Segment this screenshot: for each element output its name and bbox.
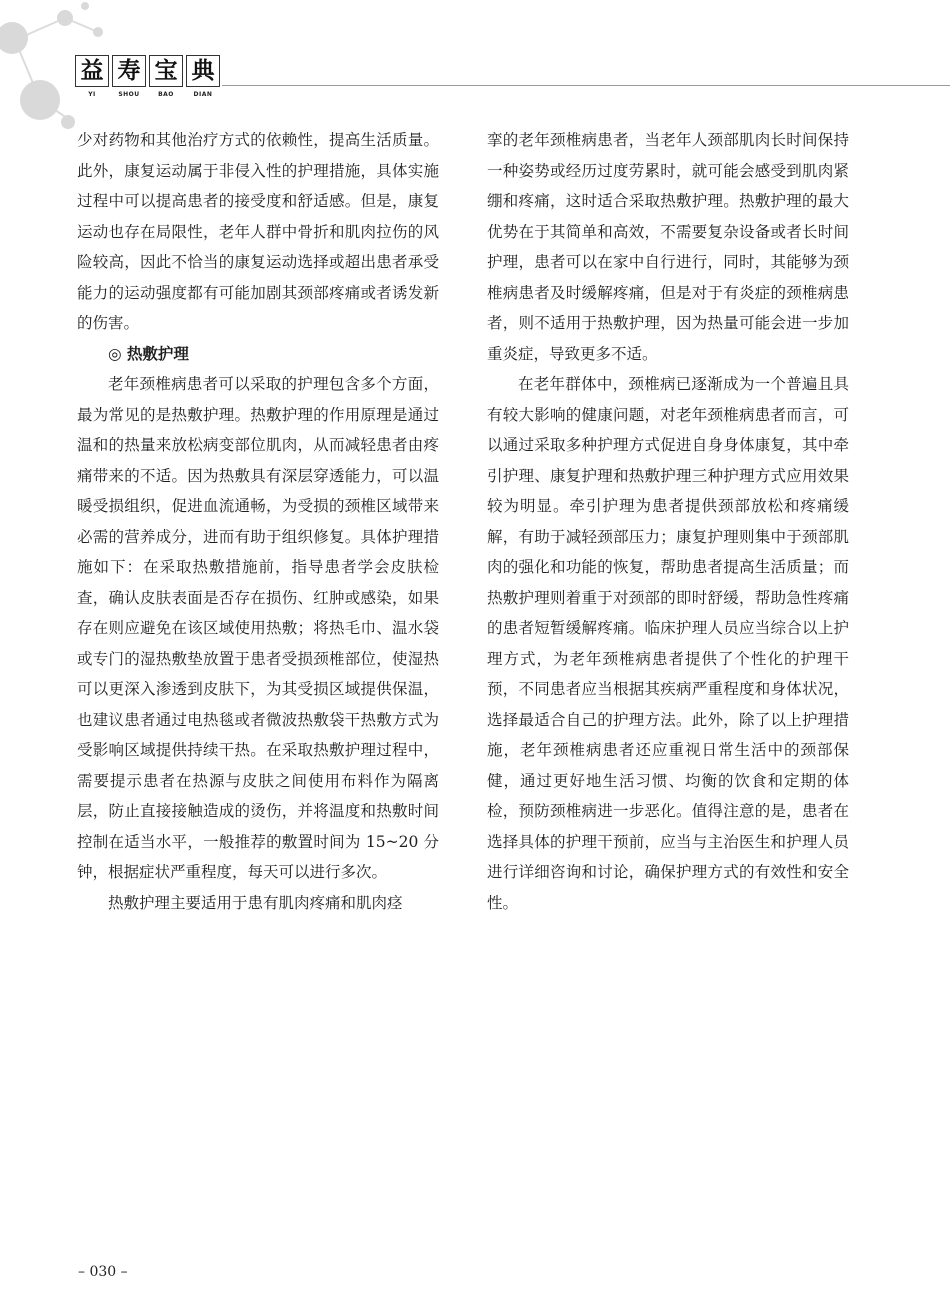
right-column (487, 125, 849, 918)
body-paragraph: 挛的老年颈椎病患者，当老年人颈部肌肉长时间保持一种姿势或经历过度劳累时，就可能会感受到肌肉紧绷和疼痛，这时适合采取热敷护理。热敷护理的最大优势在于其简单和高效，不需要复杂设备或者长时间护理，患者可以在家中自行进行，同时，其能够为颈椎病患者及时缓解疼痛，但是对于有炎症的颈椎病患者，则不适用于热敷护理，因为热量可能会进一步加重炎症，导致更多不适。 (487, 131, 849, 363)
title-char: 寿 (112, 55, 146, 87)
pinyin-label: DIAN (193, 91, 213, 98)
title-char: 典 (186, 55, 220, 87)
body-paragraph: 少对药物和其他治疗方式的依赖性，提高生活质量。此外，康复运动属于非侵入性的护理措施，具体实施过程中可以提高患者的接受度和舒适感。但是，康复运动也存在局限性，老年人群中骨折和肌肉拉伤的风险较高，因此不恰当的康复运动选择或超出患者承受能力的运动强度都有可能加剧其颈部疼痛或者诱发新的伤害。 (77, 131, 439, 332)
header-rule (222, 85, 950, 86)
title-char: 宝 (149, 55, 183, 87)
body-paragraph: 在老年群体中，颈椎病已逐渐成为一个普遍且具有较大影响的健康问题，对老年颈椎病患者而言，可以通过采取多种护理方式促进自身身体康复，其中牵引护理、康复护理和热敷护理三种护理方式应用效果较为明显。牵引护理为患者提供颈部放松和疼痛缓解，有助于减轻颈部压力；康复护理则集中于颈部肌肉的强化和功能的恢复，帮助患者提高生活质量；而热敷护理则着重于对颈部的即时舒缓，帮助急性疼痛的患者短暂缓解疼痛。临床护理人员应当综合以上护理方式，为老年颈椎病患者提供了个性化的护理干预，不同患者应当根据其疾病严重程度和身体状况，选择最适合自己的护理方法。此外，除了以上护理措施，老年颈椎病患者还应重视日常生活中的颈部保健，通过更好地生活习惯、均衡的饮食和定期的体检，预防颈椎病进一步恶化。值得注意的是，患者在选择具体的护理干预前，应当与主治医生和护理人员进行详细咨询和讨论，确保护理方式的有效性和安全性。 (487, 375, 849, 912)
title-char: 益 (75, 55, 109, 87)
pinyin-label: BAO (158, 91, 174, 98)
pinyin-label: YI (88, 91, 96, 98)
body-paragraph: 老年颈椎病患者可以采取的护理包含多个方面，最为常见的是热敷护理。热敷护理的作用原理是通过温和的热量来放松病变部位肌肉，从而减轻患者由疼痛带来的不适。因为热敷具有深层穿透能力，可以温暖受损组织，促进血流通畅，为受损的颈椎区域带来必需的营养成分，进而有助于组织修复。具体护理措施如下：在采取热敷措施前，指导患者学会皮肤检查，确认皮肤表面是否存在损伤、红肿或感染，如果存在则应避免在该区域使用热敷；将热毛巾、温水袋或专门的湿热敷垫放置于患者受损颈椎部位，使湿热可以更深入渗透到皮肤下，为其受损区域提供保温，也建议患者通过电热毯或者微波热敷袋干热敷方式为受影响区域提供持续干热。在采取热敷护理过程中，需要提示患者在热源与皮肤之间使用布料作为隔离层，防止直接接触造成的烫伤，并将温度和热敷时间控制在适当水平，一般推荐的敷置时间为 15~20 分钟，根据症状严重程度，每天可以进行多次。 (77, 375, 439, 881)
section-heading: ◎ 热敷护理 (108, 344, 189, 363)
journal-title-pinyin (75, 91, 220, 98)
journal-masthead (75, 55, 220, 98)
page-number: – 030 – (78, 1264, 128, 1280)
body-paragraph: 热敷护理主要适用于患有肌肉疼痛和肌肉痉 (108, 893, 403, 912)
left-column (77, 125, 439, 918)
pinyin-label: SHOU (118, 91, 140, 98)
journal-title (75, 55, 220, 87)
